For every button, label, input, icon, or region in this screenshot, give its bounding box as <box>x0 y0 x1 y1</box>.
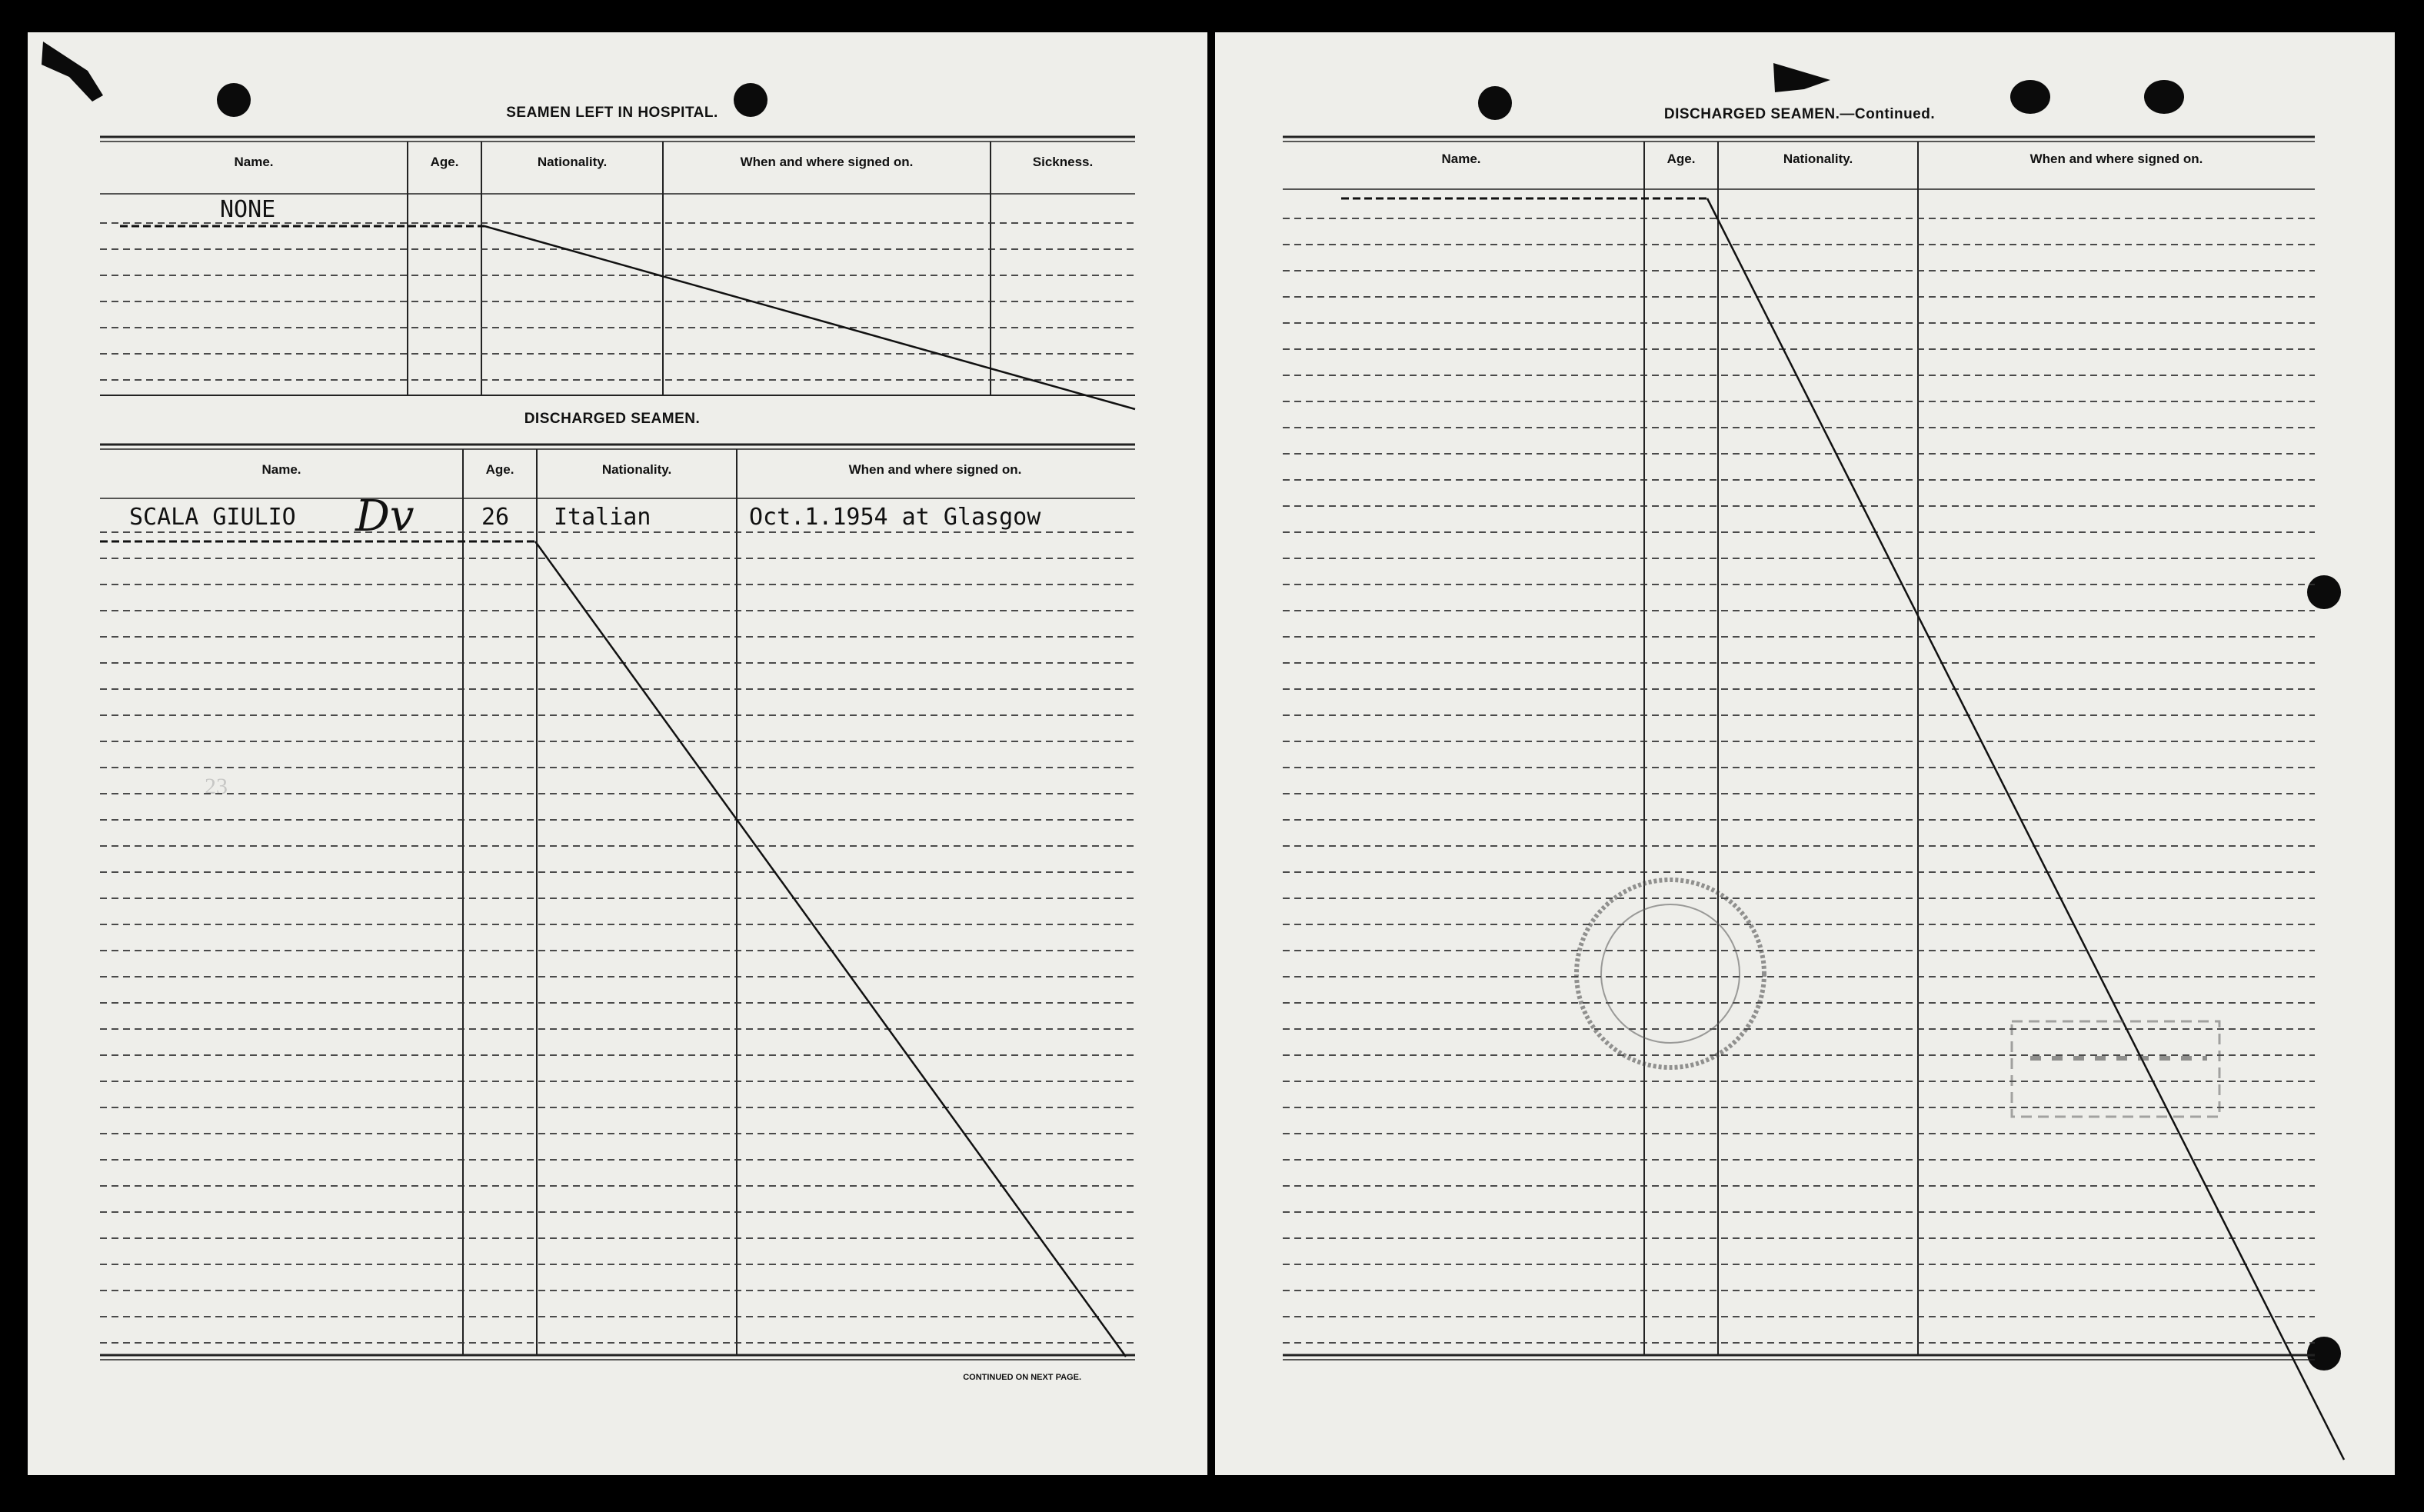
seaman-age: 26 <box>481 504 510 531</box>
continued-col-signed-on: When and where signed on. <box>2029 152 2203 166</box>
rectangular-stamp <box>2012 1021 2219 1117</box>
discharged-col-age: Age. <box>485 462 514 477</box>
discharged-section-title: DISCHARGED SEAMEN. <box>524 411 701 427</box>
hospital-section-title: SEAMEN LEFT IN HOSPITAL. <box>506 105 718 121</box>
hospital-col-signed-on: When and where signed on. <box>740 155 914 169</box>
bleed-through-number: 23 <box>205 774 228 799</box>
hospital-entry-none: NONE <box>220 196 276 223</box>
discharged-col-name: Name. <box>261 462 301 477</box>
punch-hole <box>2010 80 2050 114</box>
punch-hole <box>2307 575 2341 609</box>
continued-col-nationality: Nationality. <box>1783 152 1853 166</box>
hospital-col-sickness: Sickness. <box>1032 155 1094 169</box>
punch-hole <box>2307 1337 2341 1370</box>
continued-col-age: Age. <box>1666 152 1696 166</box>
torn-mark <box>1773 63 1830 92</box>
punch-hole <box>1478 86 1512 120</box>
footer-continued: CONTINUED ON NEXT PAGE. <box>963 1373 1081 1382</box>
seaman-name: SCALA GIULIO <box>129 504 296 531</box>
seaman-signed-on: Oct.1.1954 at Glasgow <box>749 504 1041 531</box>
cancel-line <box>484 226 1135 409</box>
hospital-col-name: Name. <box>234 155 274 169</box>
punch-hole <box>2144 80 2184 114</box>
hospital-col-age: Age. <box>430 155 459 169</box>
torn-corner <box>42 42 103 102</box>
continued-col-name: Name. <box>1441 152 1481 166</box>
punch-hole <box>734 83 767 117</box>
right-page-form <box>1215 32 2395 1475</box>
handwritten-initials: Dv <box>355 491 415 541</box>
seaman-nationality: Italian <box>554 504 651 531</box>
discharged-continued-title: DISCHARGED SEAMEN.—Continued. <box>1663 106 1936 122</box>
discharged-col-nationality: Nationality. <box>601 462 672 477</box>
punch-hole <box>217 83 251 117</box>
cancel-line <box>535 541 1126 1357</box>
left-page <box>28 32 1207 1475</box>
circular-stamp <box>1577 880 1764 1067</box>
cancel-line <box>1707 198 2344 1460</box>
left-page-form <box>28 32 1207 1475</box>
hospital-col-nationality: Nationality. <box>537 155 608 169</box>
right-page <box>1215 32 2395 1475</box>
discharged-col-signed-on: When and where signed on. <box>848 462 1022 477</box>
